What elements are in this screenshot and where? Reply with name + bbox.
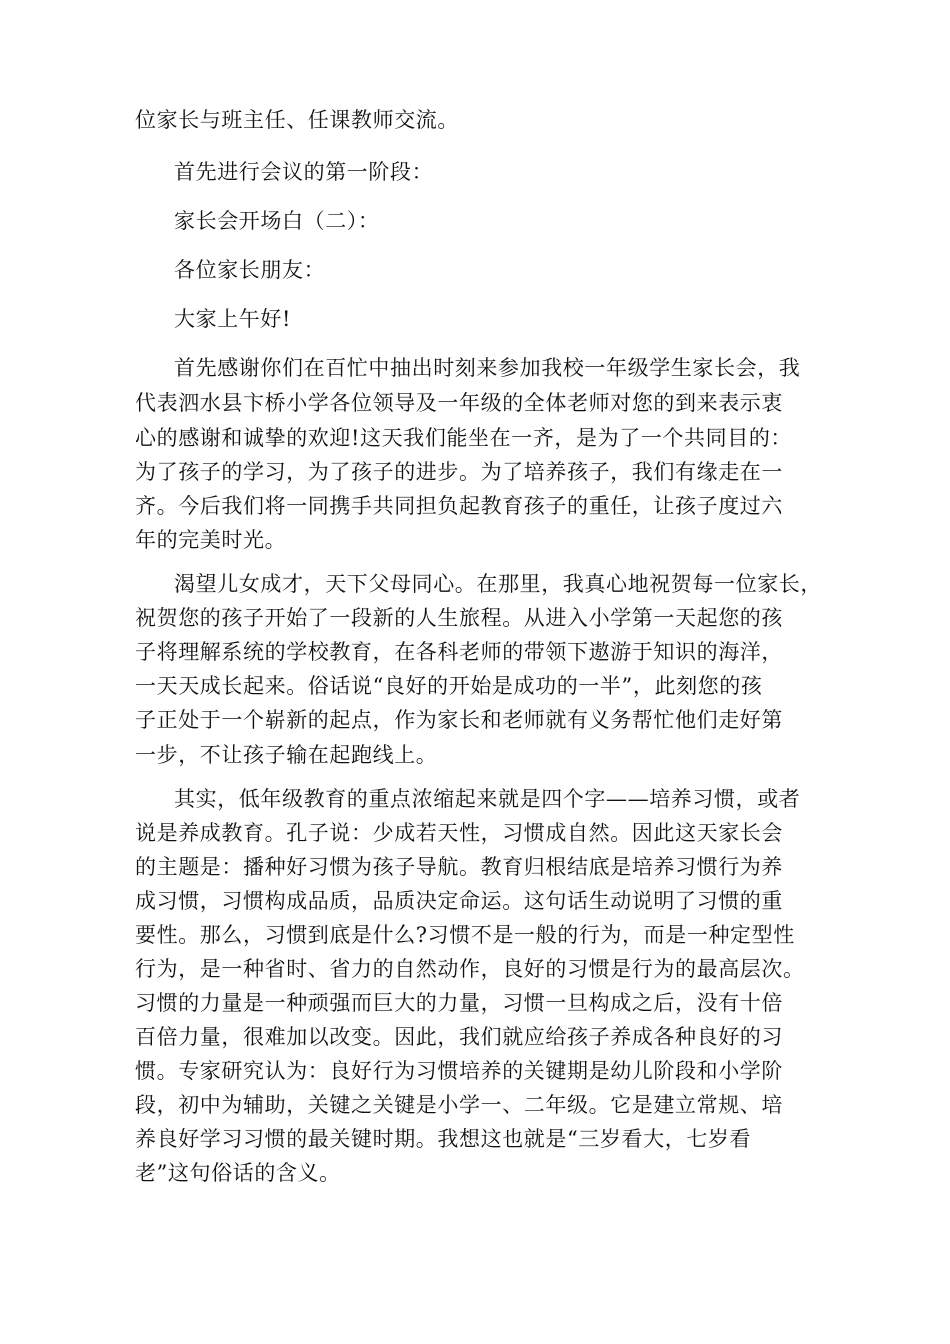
- text-line: 惯。专家研究认为：良好行为习惯培养的关键期是幼儿阶段和小学阶: [135, 1059, 783, 1083]
- text-line: 段，初中为辅助，关键之关键是小学一、二年级。它是建立常规、培: [135, 1093, 783, 1117]
- text-line: 大家上午好!: [174, 307, 292, 331]
- text-line: 习惯的力量是一种顽强而巨大的力量，习惯一旦构成之后，没有十倍: [135, 991, 783, 1015]
- text-line: 心的感谢和诚挚的欢迎!这天我们能坐在一齐，是为了一个共同目的：: [135, 426, 793, 450]
- text-line: 行为，是一种省时、省力的自然动作，良好的习惯是行为的最高层次。: [135, 957, 805, 981]
- text-line: 一步，不让孩子输在起跑线上。: [135, 743, 438, 767]
- text-line: 代表泗水县卞桥小学各位领导及一年级的全体老师对您的到来表示衷: [135, 391, 783, 415]
- text-line: 其实，低年级教育的重点浓缩起来就是四个字——培养习惯，或者: [174, 787, 801, 811]
- text-line: 说是养成教育。孔子说：少成若天性，习惯成自然。因此这天家长会: [135, 821, 783, 845]
- text-line: 的主题是：播种好习惯为孩子导航。教育归根结底是培养习惯行为养: [135, 855, 783, 879]
- text-line: 各位家长朋友：: [174, 258, 326, 282]
- text-line: 成习惯，习惯构成品质，品质决定命运。这句话生动说明了习惯的重: [135, 889, 783, 913]
- text-line: 位家长与班主任、任课教师交流。: [135, 108, 459, 132]
- text-line: 子正处于一个崭新的起点，作为家长和老师就有义务帮忙他们走好第: [135, 708, 783, 732]
- text-line: 年的完美时光。: [135, 528, 287, 552]
- text-line: 老”这句俗话的含义。: [135, 1161, 341, 1185]
- text-line: 为了孩子的学习，为了孩子的进步。为了培养孩子，我们有缘走在一: [135, 460, 783, 484]
- text-line: 百倍力量，很难加以改变。因此，我们就应给孩子养成各种良好的习: [135, 1025, 783, 1049]
- text-line: 养良好学习习惯的最关键时期。我想这也就是“三岁看大，七岁看: [135, 1127, 752, 1151]
- text-line: 首先进行会议的第一阶段：: [174, 160, 434, 184]
- text-line: 祝贺您的孩子开始了一段新的人生旅程。从进入小学第一天起您的孩: [135, 606, 783, 630]
- text-line: 一天天成长起来。俗话说“良好的开始是成功的一半”，此刻您的孩: [135, 674, 763, 698]
- text-line: 齐。今后我们将一同携手共同担负起教育孩子的重任，让孩子度过六: [135, 494, 783, 518]
- text-line: 首先感谢你们在百忙中抽出时刻来参加我校一年级学生家长会，我: [174, 356, 801, 380]
- text-line: 要性。那么，习惯到底是什么?习惯不是一般的行为，而是一种定型性: [135, 923, 795, 947]
- text-line: 家长会开场白（二）：: [174, 209, 380, 233]
- text-line: 子将理解系统的学校教育，在各科老师的带领下遨游于知识的海洋，: [135, 640, 783, 664]
- text-line: 渴望儿女成才，天下父母同心。在那里，我真心地祝贺每一位家长，: [174, 572, 822, 596]
